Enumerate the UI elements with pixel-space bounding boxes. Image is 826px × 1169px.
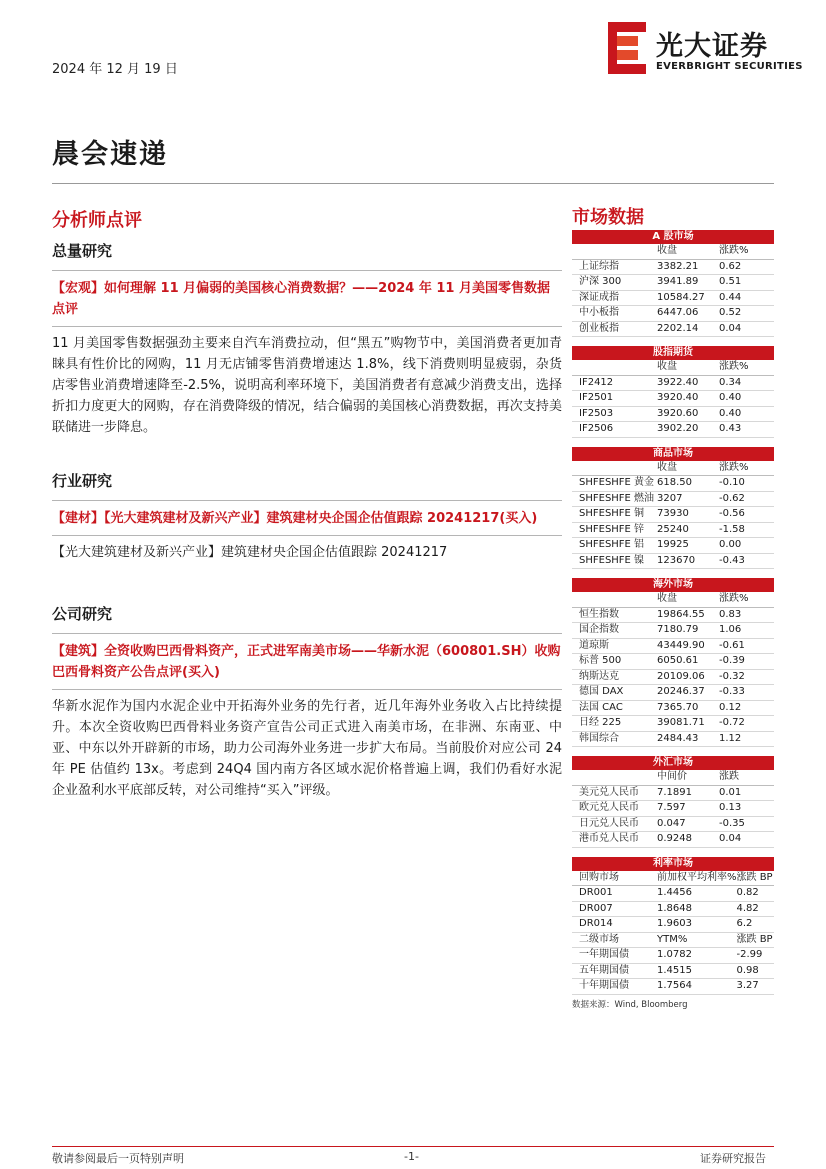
- table-cell: 6050.61: [657, 654, 719, 670]
- column-header: [572, 244, 657, 259]
- table-row: [572, 259, 774, 275]
- column-header: [572, 592, 657, 607]
- section-divider: [52, 633, 562, 634]
- table-header-row: [572, 770, 774, 785]
- market-block-header: 股指期货: [572, 346, 774, 360]
- table-cell: IF2506: [572, 422, 657, 438]
- section-company: [52, 603, 562, 801]
- market-block: [572, 578, 774, 747]
- market-table: [572, 592, 774, 747]
- table-cell: 0.43: [719, 422, 774, 438]
- market-block: [572, 447, 774, 570]
- column-header: 涨跌%: [719, 461, 774, 476]
- table-cell: 0.04: [719, 321, 774, 337]
- section-divider: [52, 270, 562, 271]
- column-header: 收盘: [657, 360, 719, 375]
- table-cell: 1.0782: [657, 948, 737, 964]
- everbright-logo-icon: [608, 22, 646, 74]
- table-cell: 3207: [657, 491, 719, 507]
- column-header: 涨跌%: [719, 592, 774, 607]
- market-blocks: [572, 230, 774, 995]
- table-cell: 7.1891: [657, 785, 719, 801]
- table-row: [572, 507, 774, 523]
- table-row: [572, 716, 774, 732]
- table-cell: 日经 225: [572, 716, 657, 732]
- page-title: 晨会速递: [52, 139, 168, 170]
- table-cell: 10584.27: [657, 290, 719, 306]
- table-row: [572, 654, 774, 670]
- table-row: [572, 638, 774, 654]
- analyst-heading: 分析师点评: [52, 210, 142, 231]
- table-row: [572, 290, 774, 306]
- report-date: 2024 年 12 月 19 日: [52, 62, 178, 77]
- column-header: 前加权平均利率%: [657, 871, 737, 886]
- section-title: 总量研究: [52, 242, 113, 260]
- table-cell: 上证综指: [572, 259, 657, 275]
- table-row: [572, 669, 774, 685]
- table-cell: -0.43: [719, 553, 774, 569]
- column-header: 涨跌: [719, 770, 774, 785]
- footer-disclaimer: 敬请参阅最后一页特别声明: [52, 1152, 184, 1165]
- article-body: 【光大建筑建材及新兴产业】建筑建材央企国企估值跟踪 20241217: [52, 545, 448, 560]
- table-cell: SHFESHFE 锌: [572, 522, 657, 538]
- table-cell: SHFESHFE 镍: [572, 553, 657, 569]
- table-row: [572, 963, 774, 979]
- market-block-header: 外汇市场: [572, 756, 774, 770]
- table-header-row: [572, 592, 774, 607]
- table-cell: 20109.06: [657, 669, 719, 685]
- page-number: -1-: [404, 1150, 419, 1163]
- table-row: [572, 816, 774, 832]
- article-body: 11 月美国零售数据强劲主要来自汽车消费拉动，但“黑五”购物节中，美国消费者更加青睐具有性价比的网购，11 月无店铺零售消费增速达 1.8%，线下消费则明显疲弱，杂货店零售业消费增速降至-2.5%，说明高利率环境下，美国消费者有意减少消费支出，选择折扣力度更大的网购，存在消费降级的情况，结合偏弱的美国核心消费数据，再次支持美联储进一步降息。: [52, 336, 562, 435]
- table-row: [572, 979, 774, 995]
- column-header: 涨跌%: [719, 244, 774, 259]
- table-cell: 0.12: [719, 700, 774, 716]
- market-block-header: A 股市场: [572, 230, 774, 244]
- column-header: 回购市场: [572, 871, 657, 886]
- table-cell: 涨跌 BP: [737, 932, 774, 948]
- table-cell: -0.35: [719, 816, 774, 832]
- table-row: [572, 685, 774, 701]
- market-block-header: 商品市场: [572, 447, 774, 461]
- article-title-link[interactable]: 【建筑】全资收购巴西骨料资产，正式进军南美市场——华新水泥（600801.SH）收购巴西骨料资产公告点评(买入): [52, 644, 561, 680]
- table-cell: 7365.70: [657, 700, 719, 716]
- table-cell: 深证成指: [572, 290, 657, 306]
- table-cell: 国企指数: [572, 623, 657, 639]
- table-cell: 0.98: [737, 963, 774, 979]
- article-divider: [52, 535, 562, 536]
- section-title: 公司研究: [52, 605, 113, 623]
- article-divider: [52, 689, 562, 690]
- column-header: 收盘: [657, 244, 719, 259]
- table-header-row: [572, 360, 774, 375]
- table-cell: 日元兑人民币: [572, 816, 657, 832]
- table-cell: -0.39: [719, 654, 774, 670]
- table-cell: 0.82: [737, 886, 774, 902]
- table-cell: IF2412: [572, 375, 657, 391]
- table-cell: 德国 DAX: [572, 685, 657, 701]
- table-row: [572, 948, 774, 964]
- table-cell: 0.52: [719, 306, 774, 322]
- table-row: [572, 700, 774, 716]
- table-cell: 0.01: [719, 785, 774, 801]
- table-cell: -0.72: [719, 716, 774, 732]
- table-cell: 0.04: [719, 832, 774, 848]
- section-divider: [52, 500, 562, 501]
- table-cell: 19925: [657, 538, 719, 554]
- table-row: [572, 321, 774, 337]
- table-row: [572, 538, 774, 554]
- table-cell: 1.8648: [657, 901, 737, 917]
- table-cell: 20246.37: [657, 685, 719, 701]
- table-cell: 1.12: [719, 731, 774, 747]
- table-cell: 3382.21: [657, 259, 719, 275]
- table-row: [572, 476, 774, 492]
- market-block: [572, 756, 774, 848]
- market-block: [572, 346, 774, 438]
- table-cell: DR007: [572, 901, 657, 917]
- table-cell: -1.58: [719, 522, 774, 538]
- table-cell: 道琼斯: [572, 638, 657, 654]
- market-table: [572, 770, 774, 848]
- market-table: [572, 360, 774, 438]
- table-cell: 2484.43: [657, 731, 719, 747]
- table-cell: 欧元兑人民币: [572, 801, 657, 817]
- table-row: [572, 917, 774, 933]
- table-cell: 美元兑人民币: [572, 785, 657, 801]
- table-cell: SHFESHFE 黄金: [572, 476, 657, 492]
- table-cell: 3920.40: [657, 391, 719, 407]
- table-cell: 0.34: [719, 375, 774, 391]
- table-cell: -2.99: [737, 948, 774, 964]
- table-cell: 中小板指: [572, 306, 657, 322]
- table-cell: 1.9603: [657, 917, 737, 933]
- table-header-row: [572, 244, 774, 259]
- table-row: [572, 832, 774, 848]
- market-table: [572, 871, 774, 995]
- market-data-column: [572, 206, 774, 1010]
- table-row: [572, 422, 774, 438]
- table-row: [572, 375, 774, 391]
- table-cell: 0.13: [719, 801, 774, 817]
- table-cell: 标普 500: [572, 654, 657, 670]
- table-cell: 0.51: [719, 275, 774, 291]
- column-header: 收盘: [657, 592, 719, 607]
- table-cell: SHFESHFE 铝: [572, 538, 657, 554]
- table-cell: 6.2: [737, 917, 774, 933]
- table-cell: -0.61: [719, 638, 774, 654]
- table-cell: -0.62: [719, 491, 774, 507]
- table-cell: 1.7564: [657, 979, 737, 995]
- table-cell: IF2501: [572, 391, 657, 407]
- article-divider: [52, 326, 562, 327]
- table-row: [572, 553, 774, 569]
- market-data-title: 市场数据: [572, 207, 644, 228]
- column-header: 收盘: [657, 461, 719, 476]
- table-row: [572, 731, 774, 747]
- table-cell: SHFESHFE 铜: [572, 507, 657, 523]
- table-cell: 3902.20: [657, 422, 719, 438]
- table-cell: 一年期国债: [572, 948, 657, 964]
- column-header: 涨跌 BP: [737, 871, 774, 886]
- table-row: [572, 275, 774, 291]
- table-cell: 2202.14: [657, 321, 719, 337]
- table-row: [572, 406, 774, 422]
- table-cell: 十年期国债: [572, 979, 657, 995]
- table-cell: 0.83: [719, 607, 774, 623]
- column-header: [572, 461, 657, 476]
- table-row: [572, 886, 774, 902]
- table-row: [572, 785, 774, 801]
- table-cell: 港币兑人民币: [572, 832, 657, 848]
- table-cell: 二级市场: [572, 932, 657, 948]
- logo-en-text: EVERBRIGHT SECURITIES: [656, 61, 803, 72]
- source-note: 数据来源：Wind, Bloomberg: [572, 999, 688, 1010]
- table-cell: 7180.79: [657, 623, 719, 639]
- table-row: [572, 932, 774, 948]
- market-table: [572, 461, 774, 570]
- table-cell: 0.9248: [657, 832, 719, 848]
- table-cell: -0.32: [719, 669, 774, 685]
- table-cell: 0.40: [719, 406, 774, 422]
- table-cell: 3941.89: [657, 275, 719, 291]
- table-row: [572, 491, 774, 507]
- table-cell: 0.047: [657, 816, 719, 832]
- table-cell: 1.06: [719, 623, 774, 639]
- table-cell: 4.82: [737, 901, 774, 917]
- market-block-header: 利率市场: [572, 857, 774, 871]
- table-cell: 0.00: [719, 538, 774, 554]
- table-row: [572, 801, 774, 817]
- table-row: [572, 522, 774, 538]
- market-block-header: 海外市场: [572, 578, 774, 592]
- table-cell: 3.27: [737, 979, 774, 995]
- article-body: 华新水泥作为国内水泥企业中开拓海外业务的先行者，近几年海外业务收入占比持续提升。本次全资收购巴西骨料业务资产宣告公司正式进入南美市场，在非洲、东南亚、中亚、中东以外开辟新的市场，助力公司海外业务进一步扩大布局。当前股价对应公司 24 年 PE 估值约 13x。考虑到 24Q4 国内南方各区域水泥价格普遍上调，我们仍看好水泥企业盈利水平底部反转，对公司维持“买入”评级。: [52, 699, 562, 798]
- table-cell: 7.597: [657, 801, 719, 817]
- column-header: 涨跌%: [719, 360, 774, 375]
- table-row: [572, 901, 774, 917]
- table-cell: 纳斯达克: [572, 669, 657, 685]
- table-cell: 25240: [657, 522, 719, 538]
- table-cell: 法国 CAC: [572, 700, 657, 716]
- column-header: 中间价: [657, 770, 719, 785]
- section-macro: [52, 240, 562, 438]
- brand-logo: [608, 22, 808, 74]
- table-cell: 1.4456: [657, 886, 737, 902]
- table-cell: 618.50: [657, 476, 719, 492]
- column-header: [572, 770, 657, 785]
- table-cell: -0.56: [719, 507, 774, 523]
- analyst-column: [52, 206, 562, 801]
- table-cell: IF2503: [572, 406, 657, 422]
- footer-report-type: 证券研究报告: [700, 1152, 766, 1165]
- table-header-row: [572, 461, 774, 476]
- market-table: [572, 244, 774, 337]
- table-row: [572, 607, 774, 623]
- table-cell: 19864.55: [657, 607, 719, 623]
- table-row: [572, 306, 774, 322]
- table-cell: 39081.71: [657, 716, 719, 732]
- table-cell: 五年期国债: [572, 963, 657, 979]
- table-header-row: [572, 871, 774, 886]
- table-cell: 123670: [657, 553, 719, 569]
- table-cell: 韩国综合: [572, 731, 657, 747]
- table-cell: 创业板指: [572, 321, 657, 337]
- footer-divider: [52, 1146, 774, 1147]
- market-block: [572, 857, 774, 995]
- market-block: [572, 230, 774, 337]
- article-title-link[interactable]: 【建材】【光大建筑建材及新兴产业】建筑建材央企国企估值跟踪 20241217(买入): [52, 511, 538, 526]
- table-cell: 1.4515: [657, 963, 737, 979]
- table-cell: SHFESHFE 燃油: [572, 491, 657, 507]
- section-industry: [52, 470, 562, 563]
- table-cell: -0.10: [719, 476, 774, 492]
- article-title-link[interactable]: 【宏观】如何理解 11 月偏弱的美国核心消费数据？——2024 年 11 月美国零售数据点评: [52, 281, 550, 317]
- table-cell: 3920.60: [657, 406, 719, 422]
- table-cell: 0.40: [719, 391, 774, 407]
- table-cell: 恒生指数: [572, 607, 657, 623]
- table-cell: 沪深 300: [572, 275, 657, 291]
- table-cell: DR014: [572, 917, 657, 933]
- table-cell: 3922.40: [657, 375, 719, 391]
- table-row: [572, 623, 774, 639]
- table-cell: -0.33: [719, 685, 774, 701]
- table-cell: 73930: [657, 507, 719, 523]
- table-cell: 0.44: [719, 290, 774, 306]
- table-cell: 43449.90: [657, 638, 719, 654]
- logo-cn-text: 光大证券: [656, 31, 768, 62]
- title-divider: [52, 183, 774, 184]
- column-header: [572, 360, 657, 375]
- table-cell: DR001: [572, 886, 657, 902]
- section-title: 行业研究: [52, 472, 113, 490]
- table-cell: 6447.06: [657, 306, 719, 322]
- table-cell: 0.62: [719, 259, 774, 275]
- table-cell: YTM%: [657, 932, 737, 948]
- table-row: [572, 391, 774, 407]
